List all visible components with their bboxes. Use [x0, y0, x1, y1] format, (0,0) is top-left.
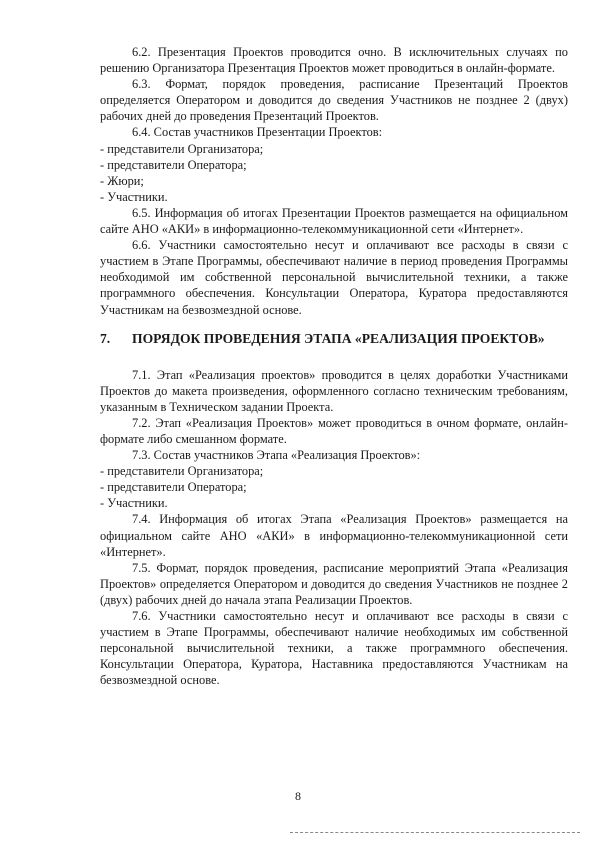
paragraph-6-3: 6.3. Формат, порядок проведения, расписание Презентаций Проектов определяется Оператором и доводится до сведения Участников не позднее 2 (двух) рабочих дней до проведения Презентаций Проектов. — [100, 77, 568, 124]
list-item: - представители Организатора; — [100, 141, 264, 156]
list-item: - представители Организатора; — [100, 464, 264, 479]
paragraph-6-4: 6.4. Состав участников Презентации Проектов: — [132, 125, 383, 140]
paragraph-7-6: 7.6. Участники самостоятельно несут и оплачивают все расходы в связи с участием в Этапе Программы, обеспечивают наличие необходимых им собственной персональной вычислительной техники, а также программного обеспечения. Консультации Оператора, Куратора, Наставника предоставляются Участникам на безвозмездной основе. — [100, 609, 568, 688]
paragraph-7-4: 7.4. Информация об итогах Этапа «Реализация Проектов» размещается на официальном сайте АНО «АКИ» в информационно-телекоммуникационной сети «Интернет». — [100, 512, 568, 559]
paragraph-6-2: 6.2. Презентация Проектов проводится очно. В исключительных случаях по решению Организатора Презентация Проектов может проводиться в онлайн-формате. — [100, 45, 568, 76]
list-item: - Участники. — [100, 496, 168, 511]
paragraph-7-3: 7.3. Состав участников Этапа «Реализация Проектов»: — [132, 448, 421, 463]
section-title: ПОРЯДОК ПРОВЕДЕНИЯ ЭТАПА «РЕАЛИЗАЦИЯ ПРОЕКТОВ» — [132, 330, 545, 346]
paragraph-7-2: 7.2. Этап «Реализация Проектов» может проводиться в очном формате, онлайн-формате либо смешанном формате. — [100, 415, 568, 446]
document-body — [100, 44, 568, 688]
paragraph-7-5: 7.5. Формат, порядок проведения, расписание мероприятий Этапа «Реализация Проектов» определяется Оператором и доводится до сведения Участников не позднее 2 (двух) рабочих дней до начала этапа Реализации Проектов. — [100, 560, 568, 607]
scan-artifact-line — [290, 832, 580, 833]
list-item: - представители Оператора; — [100, 480, 247, 495]
section-7-heading — [100, 330, 568, 347]
paragraph-6-5: 6.5. Информация об итогах Презентации Проектов размещается на официальном сайте АНО «АКИ» в информационно-телекоммуникационной сети «Интернет». — [100, 205, 568, 237]
page-number: 8 — [295, 789, 301, 803]
paragraph-6-6: 6.6. Участники самостоятельно несут и оплачивают все расходы в связи с участием в Этапе Программы, обеспечивают наличие в период проведения Программы необходимой им собственной персональной вычислительной техники, а также программного обеспечения. Консультации Оператора, Куратора предоставляются Участникам на безвозмездной основе. — [100, 238, 568, 317]
section-number: 7. — [100, 330, 111, 346]
paragraph-7-1: 7.1. Этап «Реализация проектов» проводится в целях доработки Участниками Проектов до макета произведения, оформленного согласно техническим требованиям, указанным в Техническом задании Проекта. — [100, 367, 568, 414]
list-item: - Участники. — [100, 189, 168, 204]
list-item: - Жюри; — [100, 173, 144, 188]
list-item: - представители Оператора; — [100, 157, 247, 172]
